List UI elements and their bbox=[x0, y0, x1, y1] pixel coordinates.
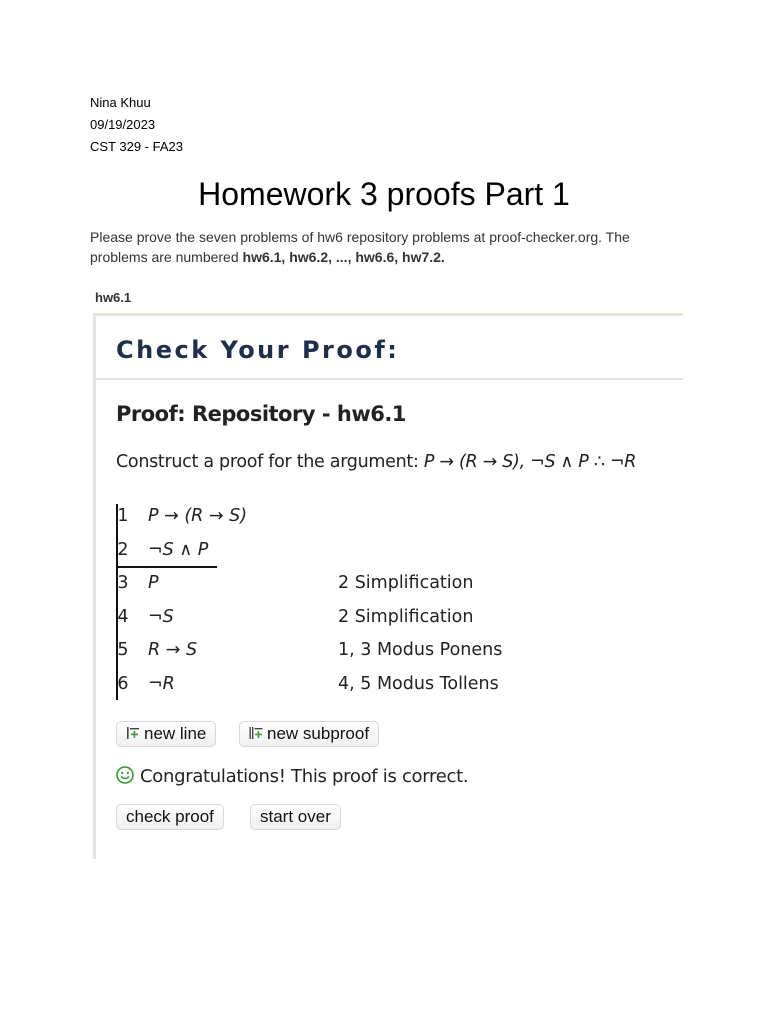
proof-title: Proof: Repository - hw6.1 bbox=[116, 402, 406, 426]
instruction-prefix: Construct a proof for the argument: bbox=[116, 452, 424, 472]
argument: P → (R → S), ¬S ∧ P ∴ ¬R bbox=[423, 452, 637, 472]
date: 09/19/2023 bbox=[90, 117, 156, 132]
proof-line bbox=[116, 568, 676, 602]
page-title: Homework 3 proofs Part 1 bbox=[198, 176, 570, 212]
justification: 2 Simplification bbox=[338, 606, 474, 627]
proof-lines bbox=[116, 501, 676, 702]
proof-line bbox=[116, 669, 676, 703]
line-number: 5 bbox=[117, 640, 129, 660]
proof-line bbox=[116, 501, 676, 535]
formula: ¬S ∧ P bbox=[148, 539, 209, 560]
smiley-icon bbox=[116, 766, 134, 784]
proof-instructions bbox=[116, 452, 636, 472]
proof-checker-screenshot bbox=[93, 313, 683, 859]
success-message bbox=[116, 766, 468, 787]
justification: 4, 5 Modus Tollens bbox=[338, 673, 499, 694]
checker-header bbox=[96, 316, 683, 380]
check-proof-button[interactable]: check proof bbox=[116, 804, 224, 830]
proof-line bbox=[116, 602, 676, 636]
problem-list: hw6.1, hw6.2, ..., hw6.6, hw7.2. bbox=[242, 249, 445, 265]
line-number: 3 bbox=[117, 573, 129, 593]
author-name: Nina Khuu bbox=[90, 95, 151, 110]
problem-label: hw6.1 bbox=[95, 290, 132, 305]
justification: 1, 3 Modus Ponens bbox=[338, 640, 503, 660]
new-subproof-button[interactable] bbox=[239, 721, 379, 747]
proof-line bbox=[116, 635, 676, 669]
new-line-label: new line bbox=[144, 724, 207, 743]
line-number: 1 bbox=[117, 506, 129, 526]
formula: P bbox=[148, 573, 159, 593]
success-text: Congratulations! This proof is correct. bbox=[140, 766, 469, 787]
document-header bbox=[90, 92, 183, 158]
formula: R → S bbox=[148, 640, 198, 660]
formula: ¬R bbox=[148, 673, 175, 694]
justification: 2 Simplification bbox=[338, 573, 474, 593]
line-number: 6 bbox=[117, 673, 129, 694]
new-line-button[interactable] bbox=[116, 721, 216, 747]
add-subproof-icon bbox=[249, 726, 263, 740]
formula: P → (R → S) bbox=[148, 506, 248, 526]
course-code: CST 329 - FA23 bbox=[90, 139, 183, 154]
new-subproof-label: new subproof bbox=[267, 724, 370, 743]
intro-paragraph bbox=[90, 227, 690, 267]
line-number: 2 bbox=[117, 539, 129, 560]
line-number: 4 bbox=[117, 606, 129, 627]
proof-line bbox=[116, 535, 676, 569]
start-over-button[interactable]: start over bbox=[250, 804, 341, 830]
formula: ¬S bbox=[148, 606, 174, 627]
intro-text: Please prove the seven problems of hw6 repository problems at proof-checker.org. The problems are numbered bbox=[90, 229, 630, 265]
add-line-icon bbox=[126, 726, 140, 740]
checker-heading: Check Your Proof: bbox=[116, 336, 400, 364]
